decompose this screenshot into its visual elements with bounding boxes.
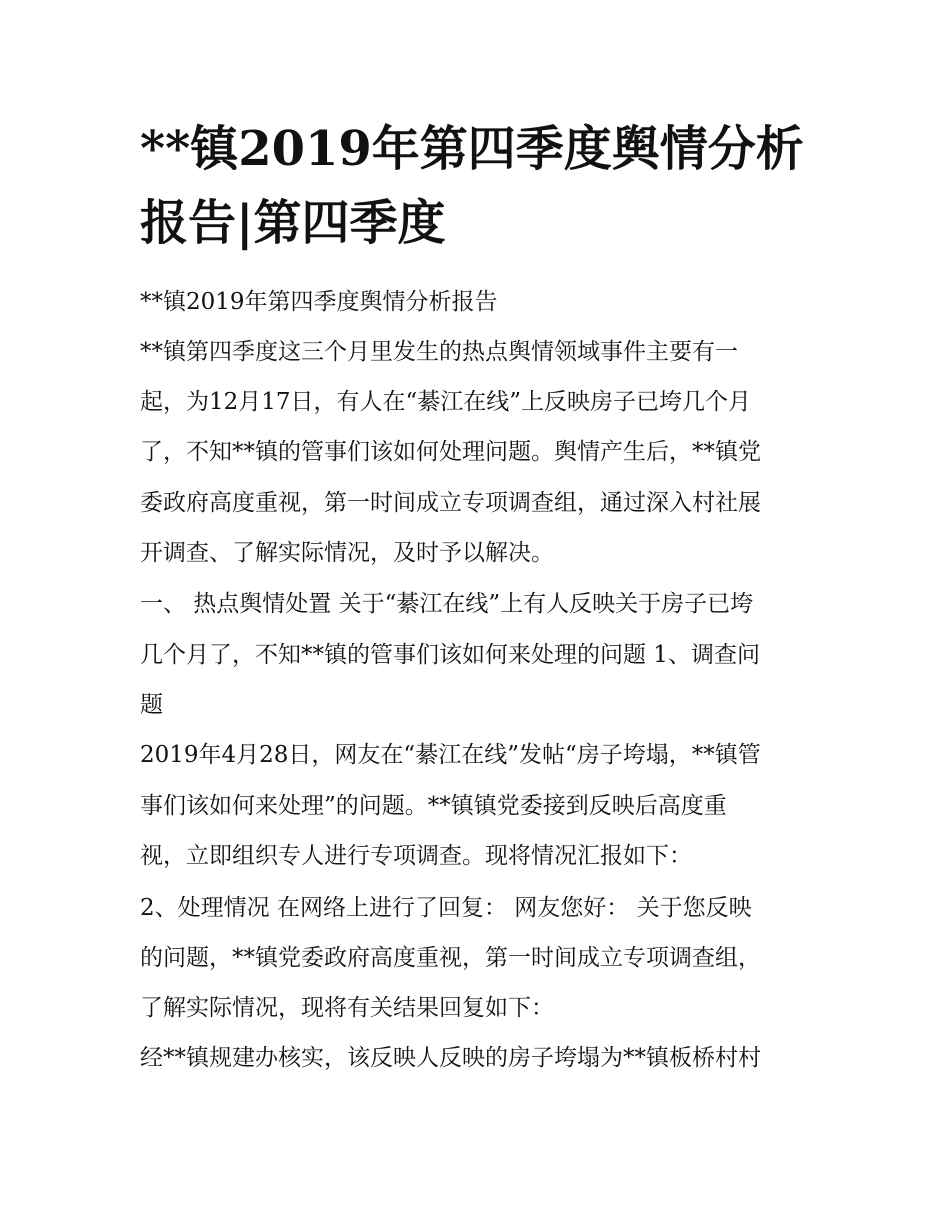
title-line-1: **镇2019年第四季度舆情分析 bbox=[140, 121, 804, 177]
body-line: 了，不知**镇的管事们该如何处理问题。舆情产生后，**镇党 bbox=[140, 439, 761, 465]
body-line: 2019年4月28日，网友在“綦江在线”发帖“房子垮塌，**镇管 bbox=[140, 742, 761, 768]
document-title bbox=[140, 112, 820, 260]
title-line-2: 报告|第四季度 bbox=[140, 195, 446, 251]
body-line: 视，立即组织专人进行专项调查。现将情况汇报如下： bbox=[140, 843, 692, 869]
body-line: 了解实际情况，现将有关结果回复如下： bbox=[140, 995, 554, 1021]
body-line: 委政府高度重视，第一时间成立专项调查组，通过深入村社展 bbox=[140, 490, 761, 516]
document-page bbox=[140, 0, 820, 1229]
body-line: 的问题，**镇党委政府高度重视，第一时间成立专项调查组， bbox=[140, 945, 761, 971]
body-line: 几个月了，不知**镇的管事们该如何来处理的问题 1、调查问 bbox=[140, 642, 760, 668]
body-line: **镇第四季度这三个月里发生的热点舆情领域事件主要有一 bbox=[140, 339, 738, 365]
body-line: 开调查、了解实际情况，及时予以解决。 bbox=[140, 540, 554, 566]
body-line: 事们该如何来处理”的问题。**镇镇党委接到反映后高度重 bbox=[140, 793, 727, 819]
section-heading-line: 一、 热点舆情处置 关于“綦江在线”上有人反映关于房子已垮 bbox=[140, 591, 754, 617]
body-line: 起，为12月17日，有人在“綦江在线”上反映房子已垮几个月 bbox=[140, 389, 752, 415]
body-line: 2、处理情况 在网络上进行了回复： 网友您好： 关于您反映 bbox=[140, 895, 752, 921]
subtitle-line: **镇2019年第四季度舆情分析报告 bbox=[140, 289, 498, 315]
body-line: 经**镇规建办核实，该反映人反映的房子垮塌为**镇板桥村村 bbox=[140, 1045, 761, 1071]
body-line: 题 bbox=[140, 692, 163, 718]
